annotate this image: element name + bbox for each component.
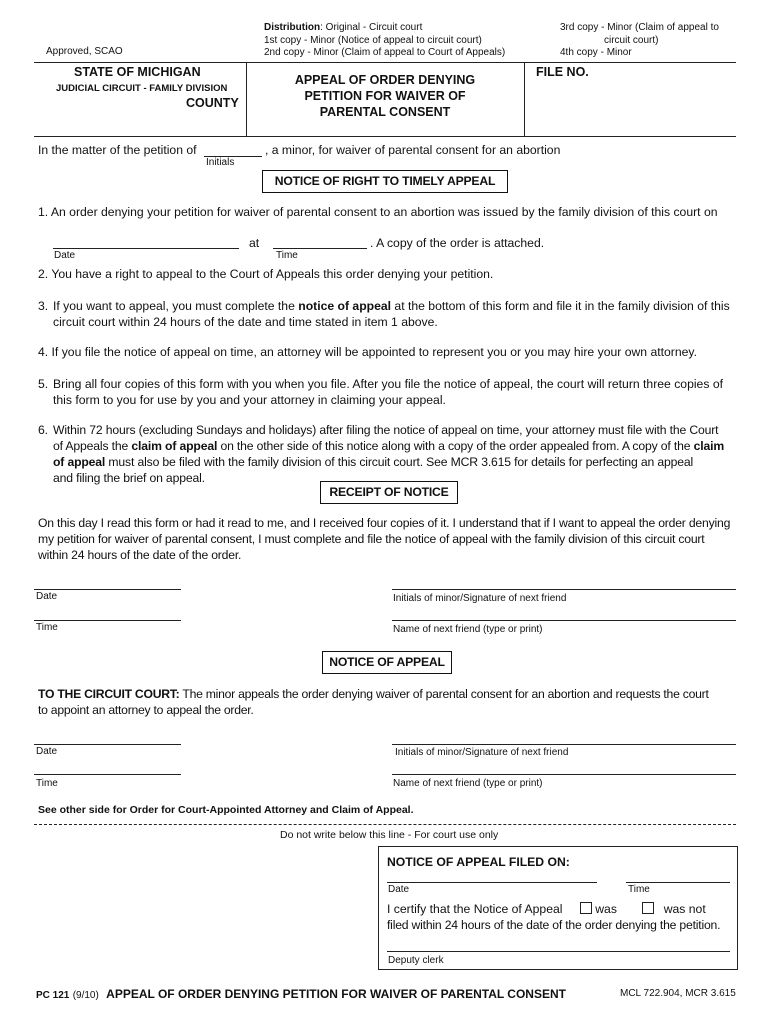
- footer-citation: MCL 722.904, MCR 3.615: [620, 988, 736, 999]
- item-5-b: this form to you for use by you and your attorney in claiming your appeal.: [53, 393, 446, 407]
- form-number: PC 121: [36, 990, 70, 1001]
- receipt-name-field[interactable]: [392, 620, 736, 621]
- distribution-right: [560, 22, 719, 60]
- item-5: [38, 376, 738, 408]
- appeal-signature-field[interactable]: [392, 744, 736, 745]
- form-title-line-1: PETITION FOR WAIVER OF: [304, 89, 466, 103]
- was-not-label: was not: [663, 902, 706, 916]
- notice-appeal-line-1: The minor appeals the order denying waiver of parental consent for an abortion and requests the court: [179, 687, 709, 701]
- court-use-rule: [34, 824, 736, 825]
- item-6-d: and filing the brief on appeal.: [53, 471, 205, 485]
- item-2: 2. You have a right to appeal to the Court of Appeals this order denying your petition.: [38, 267, 494, 281]
- item-6-a: Within 72 hours (excluding Sundays and holidays) after filing the notice of appeal on time, your attorney must file with the Court: [53, 423, 719, 437]
- receipt-date-label: Date: [36, 591, 58, 602]
- state-of-michigan: STATE OF MICHIGAN: [74, 65, 201, 79]
- receipt-signature-label: Initials of minor/Signature of next friend: [393, 593, 567, 604]
- distribution-right-2: 4th copy - Minor: [560, 47, 632, 58]
- appeal-name-label: Name of next friend (type or print): [393, 778, 543, 789]
- judicial-circuit: JUDICIAL CIRCUIT - FAMILY DIVISION: [56, 83, 228, 94]
- order-time-label: Time: [276, 250, 298, 261]
- receipt-name-label: Name of next friend (type or print): [393, 624, 543, 635]
- distribution-line-1: 1st copy - Minor (Notice of appeal to circuit court): [264, 34, 482, 46]
- order-time-field[interactable]: [273, 248, 367, 249]
- receipt-line-2: my petition for waiver of parental consent, I must complete and file the notice of appeal with the family division of this circuit court: [38, 532, 705, 546]
- distribution-right-1: circuit court): [604, 34, 659, 46]
- distribution-right-0: 3rd copy - Minor (Claim of appeal to: [560, 22, 719, 33]
- receipt-signature-field[interactable]: [392, 589, 736, 590]
- was-label: was: [595, 902, 617, 916]
- distribution-line-0: : Original - Circuit court: [320, 22, 423, 33]
- item-3-c: circuit court within 24 hours of the date and time stated in item 1 above.: [53, 315, 438, 329]
- was-checkbox[interactable]: [580, 902, 592, 914]
- item-6-b1: of Appeals the: [53, 439, 132, 453]
- receipt-time-label: Time: [36, 622, 58, 633]
- footer: [36, 987, 566, 1001]
- notice-right-heading: NOTICE OF RIGHT TO TIMELY APPEAL: [262, 170, 508, 193]
- receipt-time-field[interactable]: [34, 620, 181, 621]
- notice-appeal-line-2: to appoint an attorney to appeal the order.: [38, 703, 254, 717]
- item-6-claim: claim: [693, 439, 725, 453]
- initials-label: Initials: [206, 157, 235, 168]
- item-5-number: 5.: [38, 377, 49, 391]
- distribution-line-2: 2nd copy - Minor (Claim of appeal to Court of Appeals): [264, 47, 506, 58]
- receipt-date-field[interactable]: [34, 589, 181, 590]
- certify-text: I certify that the Notice of Appeal: [387, 902, 563, 916]
- item-1-attached: . A copy of the order is attached.: [370, 236, 545, 250]
- form-title-line-2: PARENTAL CONSENT: [319, 105, 451, 119]
- item-6-number: 6.: [38, 423, 48, 437]
- caption-top-rule: [34, 62, 736, 63]
- receipt-text: [38, 515, 740, 563]
- item-5-a: Bring all four copies of this form with you when you file. After you file the notice of appeal, the court will return three copies of: [53, 377, 723, 391]
- distribution-block: [264, 22, 505, 60]
- filed-date-field[interactable]: [387, 882, 597, 883]
- item-1: 1. An order denying your petition for waiver of parental consent to an abortion was issued by the family division of this court on: [38, 205, 718, 219]
- item-3: [38, 298, 738, 330]
- receipt-heading: RECEIPT OF NOTICE: [320, 481, 458, 504]
- appeal-time-field[interactable]: [34, 774, 181, 775]
- item-6-of-appeal: of appeal: [53, 455, 106, 469]
- item-3-b: at the bottom of this form and file it in the family division of this: [391, 299, 730, 313]
- deputy-clerk-label: Deputy clerk: [388, 955, 444, 966]
- notice-appeal-text: [38, 686, 740, 718]
- item-3-number: 3.: [38, 299, 49, 313]
- appeal-signature-label: Initials of minor/Signature of next friend: [395, 747, 569, 758]
- filed-time-field[interactable]: [626, 882, 730, 883]
- item-3-bold: notice of appeal: [298, 299, 392, 313]
- item-6-c: must also be filed with the family division of this circuit court. See MCR 3.615 for details for perfecting an appeal: [105, 455, 694, 469]
- appeal-name-field[interactable]: [392, 774, 736, 775]
- form-title-line-0: APPEAL OF ORDER DENYING: [294, 73, 476, 87]
- was-not-checkbox[interactable]: [642, 902, 654, 914]
- see-other-side: See other side for Order for Court-Appointed Attorney and Claim of Appeal.: [38, 804, 414, 816]
- item-4: 4. If you file the notice of appeal on time, an attorney will be appointed to represent you or you may hire your own attorney.: [38, 345, 697, 359]
- deputy-clerk-field[interactable]: [387, 951, 730, 952]
- appeal-time-label: Time: [36, 778, 58, 789]
- footer-title: APPEAL OF ORDER DENYING PETITION FOR WAIVER OF PARENTAL CONSENT: [106, 987, 566, 1001]
- filed-time-label: Time: [628, 884, 650, 895]
- matter-suffix: , a minor, for waiver of parental consent for an abortion: [265, 143, 561, 157]
- item-3-a: If you want to appeal, you must complete the: [53, 299, 299, 313]
- file-no-label: FILE NO.: [536, 65, 589, 79]
- county-label: COUNTY: [186, 96, 239, 110]
- filed-on-label: NOTICE OF APPEAL FILED ON:: [387, 855, 570, 869]
- to-circuit-court: TO THE CIRCUIT COURT:: [38, 687, 180, 701]
- appeal-date-field[interactable]: [34, 744, 181, 745]
- approved-scao: Approved, SCAO: [46, 46, 123, 57]
- distribution-label: Distribution: [264, 22, 321, 33]
- caption-bottom-rule: [34, 136, 736, 137]
- order-date-label: Date: [54, 250, 76, 261]
- do-not-write: Do not write below this line - For court use only: [280, 829, 499, 841]
- item-1-at: at: [249, 236, 260, 250]
- caption-divider-2: [524, 62, 525, 136]
- item-6: [38, 422, 740, 486]
- form-title: [246, 72, 524, 120]
- receipt-line-1: On this day I read this form or had it read to me, and I received four copies of it. I understand that if I want to appeal the order denying: [38, 516, 731, 530]
- matter-prefix: In the matter of the petition of: [38, 143, 197, 157]
- certify-line: [387, 902, 706, 916]
- filed-date-label: Date: [388, 884, 410, 895]
- notice-appeal-heading: NOTICE OF APPEAL: [322, 651, 452, 674]
- item-6-b2: on the other side of this notice along with a copy of the order appealed from. A copy of the: [217, 439, 694, 453]
- order-date-field[interactable]: [53, 248, 239, 249]
- appeal-date-label: Date: [36, 746, 58, 757]
- item-6-claim-of-appeal: claim of appeal: [131, 439, 218, 453]
- receipt-line-3: within 24 hours of the date of the order.: [38, 548, 242, 562]
- form-revision: (9/10): [72, 990, 99, 1001]
- filed-within: filed within 24 hours of the date of the order denying the petition.: [387, 918, 721, 932]
